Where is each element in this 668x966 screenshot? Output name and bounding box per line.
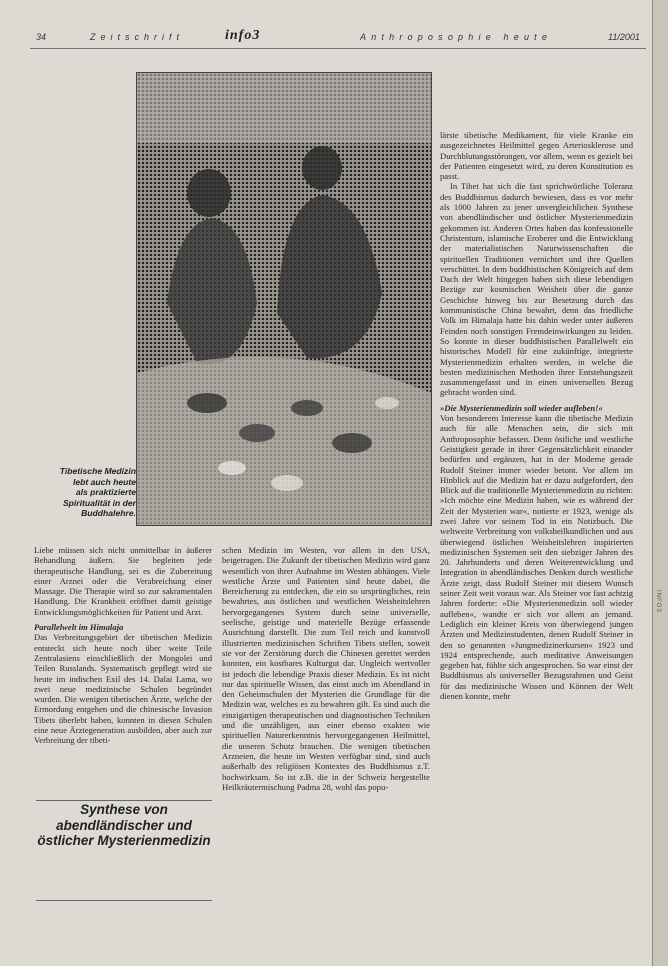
paragraph: Das Verbreitungsgebiet der tibetischen Medizin entsteckt sich heute noch über weite Teile Zentralasiens einschließlich der Mongolei und Teilen Russlands. Systematisch gepflegt wird sie heute im indischen Exil des 14. Dalai Lama, wo zwei neue medizinische Schulen begründet wurden. Die wenigen tibetischen Ärzte, welche der Ermordung entgehen und die chinesische Invasion Tibets überlebt haben, konnten in diesen Schulen eine neue Ärztegeneration ausbilden, aber auch zur Verbreitung der tibeti- [34, 632, 212, 746]
page-header [30, 30, 646, 46]
column-right [440, 130, 633, 701]
article-photo [136, 72, 432, 526]
paragraph: Von besonderem Interesse kann die tibetische Medizin auch für alle Menschen sein, die sich mit Anthroposophie befassen. Denn östliche und westliche Geistigkeit gerade in ihrer Gegensätzlichkeit einander bedürfen und ergänzen, hat in der Moderne gerade Rudolf Steiner immer wieder betont. Vor allem im Hinblick auf die Medizin hat er dazu aufgefordert, den Blick auf die traditionelle Mysterienmedizin zu richten: »Ich möchte eine Medizin haben, wie es während der Zeit der Mysterien war«, notierte er 1923, wenige als zwei Jahre vor seinem Tod in ein Notizbuch. Die weltweite Verbreitung von volksheilkundlichen und aus überwiegend östlichen Weisheitslehren inspirierten medizinischen Systemen seit den siebziger Jahren des 20. Jahrhunderts und deren Weiterentwicklung und Integration in abendländisches Denken durch westliche Ärzte zeigt, dass Rudolf Steiner mit diesem Wunsch seiner Zeit weit voraus war. Als Steiner vor fast achtzig Jahren forderte: »Die Mysterienmedizin soll wieder aufleben«, wandte er sich vor allem an jemand. Lediglich ein kleiner Kreis von überwiegend jungen Ärzten und Medizinstudenten, denen Rudolf Steiner in den so genannten »Jungmedizinerkursen« 1923 und 1924 entsprechende, auch meditative Anweisungen gegeben hat, fühlte sich angesprochen. So war einst der Buddhismus als universeller Bezugsrahmen und Geist für das medizinische Wissen und Können der Welt dienen konnte, mehr [440, 413, 633, 702]
pullquote-rule-top [36, 800, 212, 801]
side-label: INFO3 [655, 590, 661, 613]
column-left [34, 545, 212, 746]
paragraph: Liebe müssen sich nicht unmittelbar in äußerer Behandlung äußern. Sie begleiten jede therapeutische Handlung, sei es die Zubereitung einer Arznei oder die Verabreichung einer Massage. Die Therapie wird so zur sakramentalen Handlung. Die Krankheit eröffnet damit geistige Entwicklungsmöglichkeiten für Patient und Arzt. [34, 545, 212, 617]
magazine-subtitle: Anthroposophie heute [360, 32, 553, 42]
pullquote-rule-bottom [36, 900, 212, 901]
magazine-logo: info3 [225, 28, 261, 43]
page-edge-strip [652, 0, 668, 966]
paragraph: schen Medizin im Westen, vor allem in den USA, beigetragen. Die Zukunft der tibetischen Medizin wird ganz wesentlich von ihrer Aufnahme im Westen abhängen. Viele westliche Ärzte und Patienten sind heute dabei, die Bereicherung zu entdecken, die ein so ursprüngliches, rein bewahrtes, aus östlichen und westlichen Weisheitslehren hervorgegangenes System durch seine universelle, seelische, geistige und materielle Bezüge erfassende Ausrichtung darstellt. Die zum Teil reich und kunstvoll illustrierten medizinischen Schriften Tibets stellen, soweit sie vor der Zerstörung durch die Chinesen gerettet werden konnten, ein kostbares Kulturgut dar. Ungleich wertvoller ist jedoch die lebendige Praxis dieser Medizin. Es ist nicht nur das spirituelle Wissen, das einst auch im Abendland in den Geheimschulen der Mysterien die Grundlage für die Medizin war, welches es zu bewahren gilt. Es sind auch die einzigartigen therapeutischen und diagnostischen Techniken und die unzähligen, aus einer ebenso exakten wie spirituellen Naturerkenntnis hervorgegangenen Heilmittel, die unseren Schutz brauchen. Die wenigen tibetischen Arzneien, die heute im Westen verfügbar sind, sind auch außerhalb des religiösen Kontextes des Buddhismus z.T. hochwirksam. So ist z.B. die in der Schweiz hergestellte Heilkräutermischung Padma 28, wohl das popu- [222, 545, 430, 792]
page-number: 34 [36, 32, 47, 42]
photo-caption: Tibetische Medizin lebt auch heute als praktizierte Spiritualität in der Buddhalehre. [59, 466, 136, 519]
subheading: »Die Mysterienmedizin soll wieder aufleben!« [440, 402, 603, 413]
subheading: Parallelwelt im Himalaja [34, 622, 124, 633]
header-rule [30, 48, 646, 49]
pullquote-title: Synthese von abendländischer und östlicher Mysterienmedizin [37, 802, 211, 848]
photo-illustration [137, 73, 431, 525]
paragraph: lärste tibetische Medikament, für viele Kranke ein ausgezeichnetes Heilmittel gegen Arteriosklerose und Durchblutungsstörungen, vor allem, wenn es gezielt bei der Patienten eingesetzt wird, zu deren Konstitution es passt. [440, 130, 633, 182]
column-middle [222, 545, 430, 792]
magazine-label: Zeitschrift [90, 32, 185, 42]
issue-number: 11/2001 [608, 32, 640, 42]
paragraph: In Tibet hat sich die fast sprichwörtliche Toleranz des Buddhismus dadurch bewiesen, dass es vor mehr als 1000 Jahren zu jener unvergleichlichen Synthese von abendländischer und östlicher Mysterienmedizin gekommen ist. Anderen Ortes haben das konfessionelle Christentum, islamische Eroberer und die Entwicklung der materialistischen Naturwissenschaften die spirituellen Traditionen vernichtet und ihre Quellen verschüttet. In dem buddhistischen Königreich auf dem Dach der Welt hingegen haben sich diese lebendigen Bezüge zur kosmischen Weisheit über die ganze Geschichte hinweg bis zur Besetzung durch das kommunistische China bewahrt, denn das friedliche Volk im Himalaja hatte bis dahin weder unter äußeren Feinden noch sonstigen Fremdeinwirkungen zu leiden. So konnte in dieser buddhistischen Parallelwelt ein historisches Modell für eine zukünftige, integrierte Mysterienmedizin erhalten werden, in welche die besten medizinischen Methoden ihrer Entstehungszeit zusammengefasst und in einen universellen Bezug gebracht worden sind. [440, 181, 633, 398]
